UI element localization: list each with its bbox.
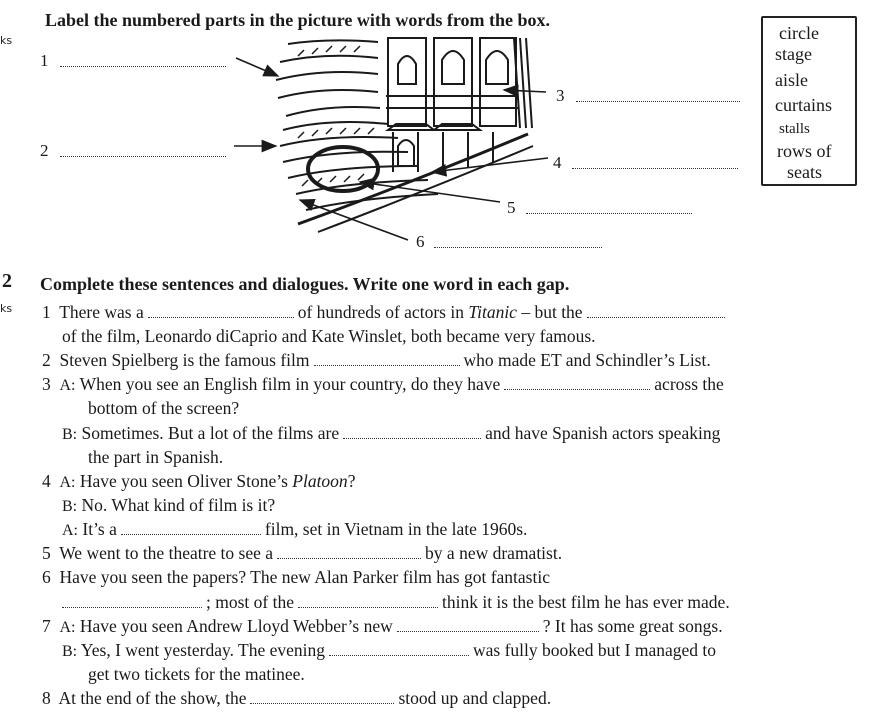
word-stalls: stalls [779,121,810,137]
item-2: 2 Steven Spielberg is the famous film who made ET and Schindler’s List. [42,350,711,370]
item-5: 5 We went to the theatre to see a by a new dramatist. [42,543,563,563]
gap-7a[interactable] [397,630,539,632]
item-7-line-1: 7 A: Have you seen Andrew Lloyd Webber’s new ? It has some great songs. [42,616,723,636]
gap-1b[interactable] [587,316,725,318]
arrow-6 [300,200,408,240]
label-number-6: 6 [416,232,425,251]
item-8: 8 At the end of the show, the stood up and clapped. [42,688,552,708]
arrow-layer [0,0,883,280]
arrow-5 [360,182,500,202]
gap-1a[interactable] [148,316,294,318]
item-6-line-2: ; most of the think it is the best film he has ever made. [62,591,730,613]
item-7-line-2: B: Yes, I went yesterday. The evening was fully booked but I managed to [62,640,717,660]
label-number-5: 5 [507,198,516,217]
item-3-line-3: B: Sometimes. But a lot of the films are and have Spanish actors speaking [62,423,721,443]
item-4-line-2: B: No. What kind of film is it? [62,495,276,515]
arrow-1 [236,58,278,76]
gap-3a[interactable] [504,388,650,390]
gap-6b[interactable] [298,606,438,608]
margin-mark-2: ks [0,302,13,315]
word-seats: seats [787,162,822,182]
margin-mark-1: ks [0,34,13,47]
label-number-4: 4 [553,153,562,172]
item-1-line-2: of the film, Leonardo diCaprio and Kate Winslet, both became very famous. [62,326,596,346]
word-circle: circle [779,23,819,43]
item-3-line-2: bottom of the screen? [88,398,240,418]
word-rows-of: rows of [777,141,832,161]
gap-7b[interactable] [329,654,469,656]
label-number-3: 3 [556,86,565,105]
arrow-3 [504,90,546,92]
item-3-line-4: the part in Spanish. [88,447,224,467]
exercise2-number: 2 [2,270,12,292]
item-4-line-3: A: It’s a film, set in Vietnam in the late 1960s. [62,519,528,539]
gap-2[interactable] [314,364,460,366]
gap-5[interactable] [277,557,421,559]
arrow-4 [432,158,548,172]
item-7-line-3: get two tickets for the matinee. [88,664,305,684]
gap-3b[interactable] [343,437,481,439]
gap-8[interactable] [250,702,394,704]
word-curtains: curtains [775,95,832,115]
item-3-line-1: 3 A: When you see an English film in your country, do they have across the [42,374,724,394]
item-6-line-1: 6 Have you seen the papers? The new Alan Parker film has got fantastic [42,567,550,587]
word-aisle: aisle [775,70,808,90]
exercise1-heading: Label the numbered parts in the picture with words from the box. [45,10,551,30]
exercise2-heading: Complete these sentences and dialogues. Write one word in each gap. [40,274,570,294]
item-number: 1 [42,302,51,322]
label-number-2: 2 [40,141,49,160]
word-stage: stage [775,44,812,64]
item-1-line-1: 1 There was a of hundreds of actors in Titanic – but the [42,301,729,323]
item-4-line-1: 4 A: Have you seen Oliver Stone’s Platoon? [42,471,356,491]
gap-4[interactable] [121,533,261,535]
gap-6a[interactable] [62,606,202,608]
label-number-1: 1 [40,51,49,70]
